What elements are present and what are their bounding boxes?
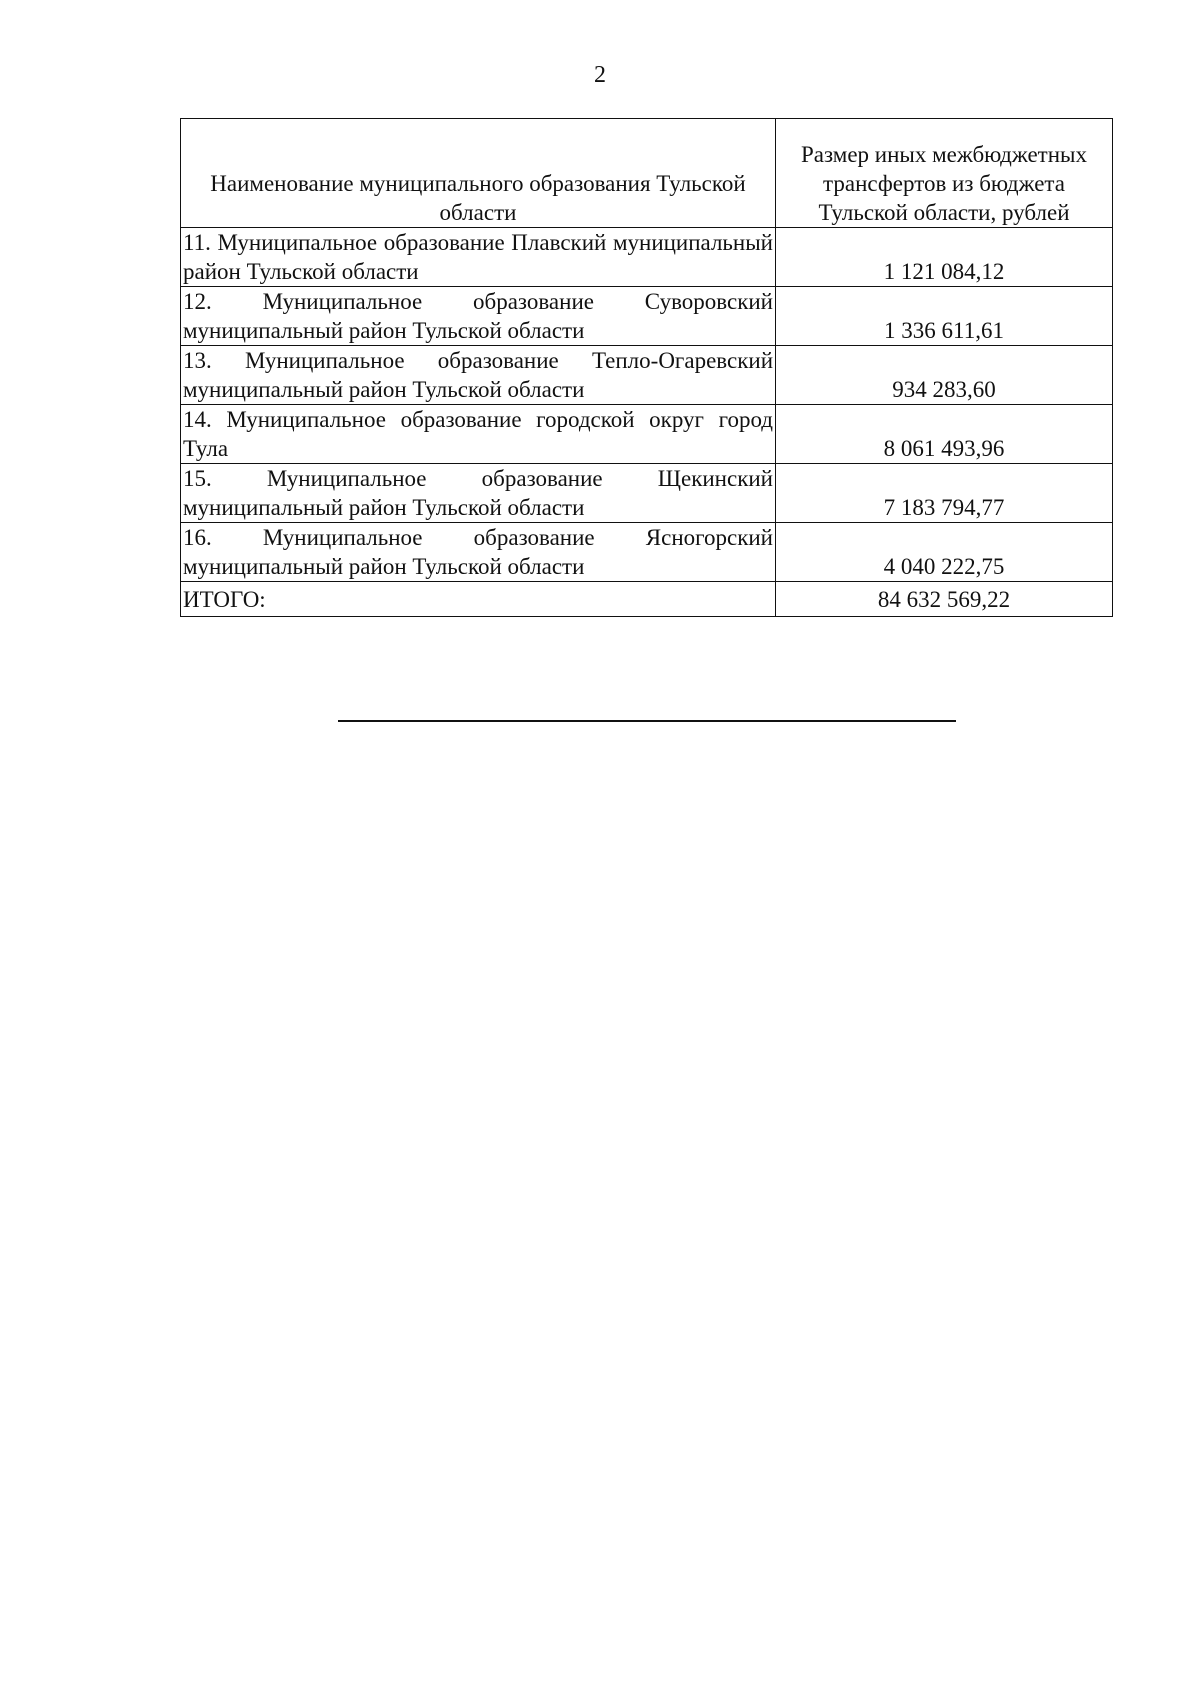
total-row [181, 582, 1113, 617]
transfer-amount: 7 183 794,77 [776, 464, 1113, 523]
municipality-name: 14. Муниципальное образование городской округ город Тула [181, 405, 776, 464]
table-row [181, 228, 1113, 287]
transfer-amount: 1 336 611,61 [776, 287, 1113, 346]
table-header-row [181, 119, 1113, 228]
total-label: ИТОГО: [181, 582, 776, 617]
table-row [181, 287, 1113, 346]
transfer-amount: 8 061 493,96 [776, 405, 1113, 464]
end-rule-divider [338, 720, 956, 722]
transfer-amount: 934 283,60 [776, 346, 1113, 405]
municipality-name: 13. Муниципальное образование Тепло-Огаревский муниципальный район Тульской области [181, 346, 776, 405]
header-transfer-amount: Размер иных межбюджетных трансфертов из бюджета Тульской области, рублей [776, 119, 1113, 228]
transfer-amount: 4 040 222,75 [776, 523, 1113, 582]
transfers-table [180, 118, 1113, 617]
municipality-name: 12. Муниципальное образование Суворовский муниципальный район Тульской области [181, 287, 776, 346]
municipality-name: 15. Муниципальное образование Щекинский муниципальный район Тульской области [181, 464, 776, 523]
transfer-amount: 1 121 084,12 [776, 228, 1113, 287]
table-row [181, 346, 1113, 405]
table-row [181, 523, 1113, 582]
municipality-name: 16. Муниципальное образование Ясногорский муниципальный район Тульской области [181, 523, 776, 582]
total-value: 84 632 569,22 [776, 582, 1113, 617]
municipality-name: 11. Муниципальное образование Плавский муниципальный район Тульской области [181, 228, 776, 287]
header-municipality-name: Наименование муниципального образования Тульской области [181, 119, 776, 228]
table-row [181, 405, 1113, 464]
page-number: 2 [594, 62, 606, 88]
table-row [181, 464, 1113, 523]
